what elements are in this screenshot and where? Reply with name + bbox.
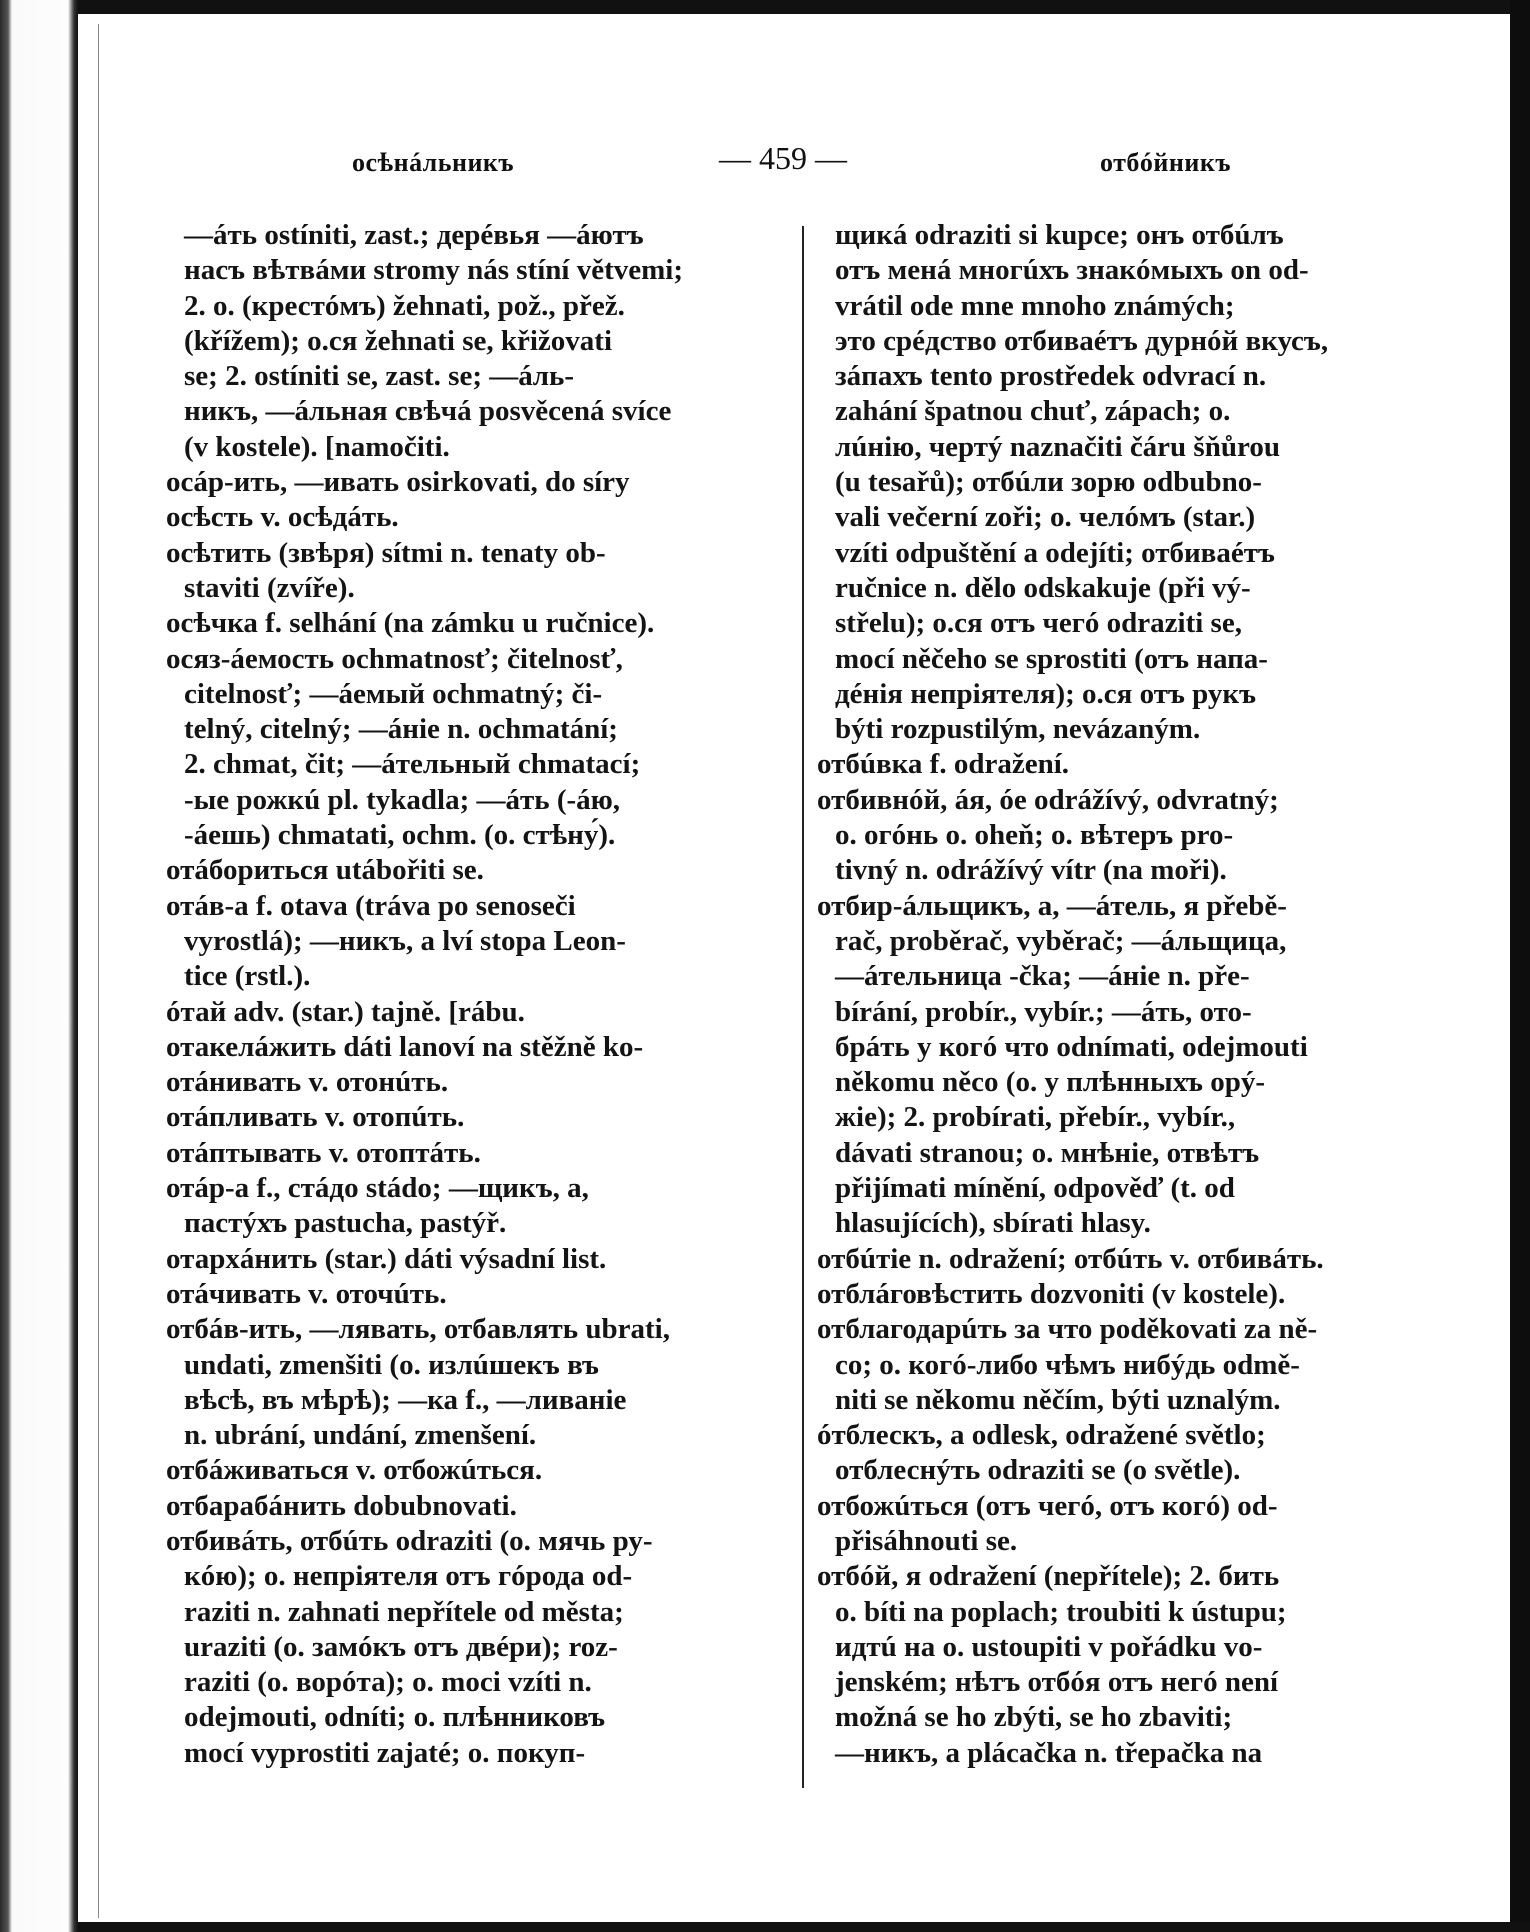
text-line: -áешь) chmatati, ochm. (o. стѣну́). (184, 819, 616, 852)
text-line: отбáживаться v. отбожúться. (166, 1454, 543, 1487)
text-line: осѣчка f. selhání (na zámku u ručnice). (166, 607, 655, 640)
text-line: bírání, probír., vybír.; —áть, ото- (835, 995, 1252, 1028)
text-line: отблáговѣстить dozvoniti (v kostele). (817, 1277, 1286, 1310)
text-line: —áтельница -čka; —áніе n. pře- (835, 960, 1250, 993)
dictionary-page (98, 24, 1501, 1918)
scan-left-edge (0, 0, 78, 1932)
text-line: отáборитьcя utábořiti se. (166, 854, 484, 887)
text-line: отъ менá многúхъ знакóмыхъ on od- (835, 254, 1309, 287)
text-line: uraziti (o. замóкъ отъ двéри); roz- (184, 1630, 618, 1663)
text-line: přisáhnouti se. (835, 1524, 1018, 1557)
text-line: пастýхъ pastucha, pastýř. (184, 1207, 507, 1240)
text-line: mocí něčeho se sprostiti (отъ напа- (835, 642, 1268, 675)
text-line: отáнивать v. отонúть. (166, 1066, 449, 1099)
text-line: n. ubrání, undání, zmenšení. (184, 1419, 537, 1452)
text-line: se; 2. ostíniti se, zast. se; —áль- (184, 360, 575, 393)
text-line: осяз-áемость ochmatnosť; čitelnosť, (166, 642, 623, 675)
text-line: отбарабáнить dobubnovati. (166, 1489, 517, 1522)
text-line: дéнія непріятеля); o.ся отъ рукъ (835, 677, 1256, 710)
text-line: отблагодарúть за что poděkovati za ně- (817, 1313, 1318, 1346)
text-line: никъ, —áльная свѣчá posvěcená svíce (184, 395, 672, 428)
text-line: tivný n. odrážívý vítr (na moři). (835, 854, 1227, 887)
text-line: mocí vyprostiti zajaté; o. покуп- (184, 1736, 586, 1769)
text-line: отáр-а f., стáдо stádo; —щикъ, a, (166, 1172, 589, 1205)
text-line: přijímati mínění, odpověď (t. od (835, 1172, 1235, 1205)
text-line: отархáнить (star.) dáti výsadní list. (166, 1242, 607, 1275)
text-line: (u tesařů); отбúли зорю odbubno- (835, 466, 1262, 499)
text-line: vali večerní zoři; o. челóмъ (star.) (835, 501, 1256, 534)
text-line: někomu něco (o. у плѣнныхъ орý- (835, 1066, 1265, 1099)
text-line: niti se někomu něčím, býti uznalým. (835, 1383, 1281, 1416)
text-line: (křížem); o.ся žehnati se, křižovati (184, 324, 613, 357)
text-line: 2. o. (крестóмъ) žehnati, pož., přež. (184, 289, 625, 322)
text-line: отáв-а f. otava (tráva po senoseči (166, 889, 576, 922)
text-line: отбир-áльщикъ, a, —áтель, я přebě- (817, 889, 1287, 922)
text-line: zahání špatnou chuť, zápach; o. (835, 395, 1231, 428)
text-line: —никъ, a plácačka n. třepačka na (835, 1736, 1263, 1769)
text-line: отáпливать v. отопúть. (166, 1101, 465, 1134)
text-line: —áть ostíniti, zast.; дерéвья —áютъ (184, 219, 644, 251)
text-line: отбóй, я odražení (nepřítele); 2. бить (817, 1560, 1280, 1593)
text-line: идтú на o. ustoupiti v pořádku vo- (835, 1630, 1263, 1663)
text-line: rač, proběrač, vyběrač; —áльщица, (835, 924, 1287, 957)
text-line: vrátil ode mne mnoho známých; (835, 289, 1235, 322)
text-line: undati, zmenšiti (o. излúшекъ въ (184, 1348, 599, 1381)
text-line: отбúтіе n. odražení; отбúть v. отбивáть. (817, 1242, 1324, 1275)
text-line: отакелáжить dáti lanoví na stěžně ko- (166, 1030, 644, 1063)
text-line: co; o. когó-либо чѣмъ нибýдь odmě- (835, 1348, 1300, 1381)
text-line: щикá odraziti si kupce; онъ отбúлъ (835, 219, 1284, 251)
text-line: óтблескъ, a odlesk, odražené světlo; (817, 1419, 1266, 1452)
text-line: o. bíti na poplach; troubiti k ústupu; (835, 1595, 1287, 1628)
right-column (817, 218, 1429, 1771)
text-line: (v kostele). [namočiti. (184, 430, 450, 463)
text-line: вѣсѣ, въ мѣрѣ); —ка f., —ливаніе (184, 1383, 627, 1416)
text-line: жіе); 2. probírati, přebír., vybír., (835, 1101, 1236, 1134)
text-line: odejmouti, odníti; o. плѣнниковъ (184, 1701, 606, 1734)
text-line: брáть у когó что odnímati, odejmouti (835, 1030, 1308, 1063)
text-line: отáптывать v. отоптáть. (166, 1136, 481, 1169)
text-line: hlasujících), sbírati hlasy. (835, 1207, 1151, 1240)
text-line: střelu); o.ся отъ чегó odraziti se, (835, 607, 1242, 640)
text-line: отбúвка f. odražení. (817, 748, 1070, 781)
text-line: лúнію, чертý naznačiti čáru šňůrou (835, 430, 1280, 463)
text-line: насъ вѣтвáми stromy nás stíní větvemi; (184, 254, 683, 287)
text-line: tice (rstl.). (184, 960, 311, 993)
text-line: отбáв-ить, —лявать, отбавлять ubrati, (166, 1313, 670, 1346)
text-line: dávati stranou; o. мнѣніе, отвѣтъ (835, 1136, 1260, 1169)
text-line: raziti (o. ворóта); o. moci vzíti n. (184, 1666, 592, 1699)
scan-bottom-edge (78, 1922, 1530, 1932)
text-line: -ые рожкú pl. tykadla; —áть (-áю, (184, 783, 621, 816)
text-line: зáпахъ tento prostředek odvrací n. (835, 360, 1267, 393)
text-line: отбивáть, отбúть odraziti (o. мячь ру- (166, 1524, 653, 1557)
text-line: jenském; нѣтъ отбóя отъ негó není (835, 1666, 1279, 1699)
text-line: отáчивать v. оточúть. (166, 1277, 447, 1310)
text-line: raziti n. zahnati nepřítele od města; (184, 1595, 624, 1628)
header-first-entry: осѣнáльникъ (352, 148, 515, 177)
header-last-entry: отбóйникъ (1100, 148, 1232, 177)
page-number: — 459 — (719, 140, 847, 176)
text-line: vzíti odpuštění a odejíti; отбиваéтъ (835, 536, 1275, 569)
text-line: možná se ho zbýti, se ho zbaviti; (835, 1701, 1233, 1734)
text-line: осѣсть v. осѣдáть. (166, 501, 399, 534)
text-line: это срéдство отбиваéтъ дурнóй вкусъ, (835, 324, 1329, 357)
text-line: 2. chmat, čit; —áтельный chmatací; (184, 748, 641, 781)
text-line: citelnosť; —áемый ochmatný; či- (184, 677, 603, 710)
text-line: staviti (zvíře). (184, 571, 355, 604)
text-line: осáр-ить, —ивать osirkovati, do síry (166, 466, 630, 499)
text-line: отблеснýть odraziti se (o světle). (835, 1454, 1241, 1487)
text-line: отбивнóй, áя, óе odrážívý, odvratný; (817, 783, 1279, 816)
text-line: býti rozpustilým, nevázaným. (835, 713, 1201, 746)
text-line: óтай adv. (star.) tajně. [rábu. (166, 995, 525, 1028)
text-line: ručnice n. dělo odskakuje (při vý- (835, 571, 1251, 604)
text-line: отбожúться (отъ чегó, отъ когó) od- (817, 1489, 1278, 1522)
left-column (166, 218, 764, 1771)
column-divider (802, 226, 804, 1788)
text-line: кóю); o. непріятеля отъ гóрода od- (184, 1560, 633, 1593)
text-line: o. огóнь o. oheň; o. вѣтеръ pro- (835, 819, 1234, 852)
text-line: осѣтить (звѣря) sítmi n. tenaty ob- (166, 536, 606, 569)
scan-top-edge (78, 0, 1530, 14)
page-header (99, 140, 1501, 184)
text-line: telný, citelný; —áніе n. ochmatání; (184, 713, 618, 746)
scan-right-edge (1510, 0, 1530, 1932)
text-line: vyrostlá); —никъ, a lví stopa Leon- (184, 924, 626, 957)
